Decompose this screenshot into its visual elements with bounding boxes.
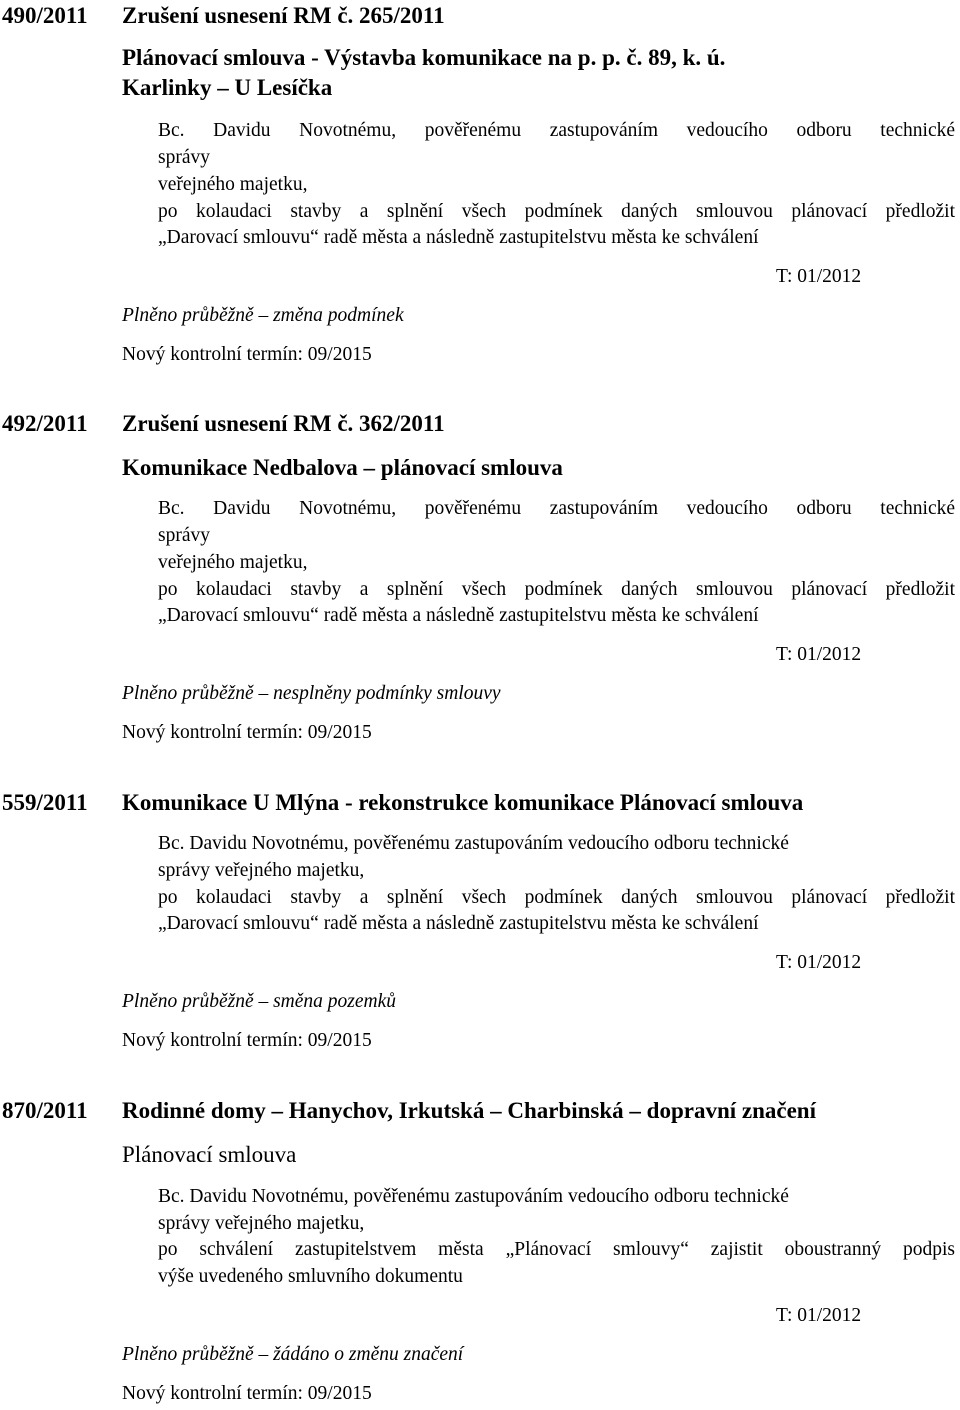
resolution-number: 870/2011: [2, 1098, 88, 1123]
resolution-title: Rodinné domy – Hanychov, Irkutská – Charbinská – dopravní značení: [122, 1098, 816, 1123]
body-text: veřejného majetku,: [158, 174, 308, 195]
body-text: po kolaudaci stavby a splnění všech podmínek daných smlouvou plánovací předložit: [158, 201, 955, 222]
resolution-title: Zrušení usnesení RM č. 362/2011: [122, 411, 445, 436]
new-deadline: Nový kontrolní termín: 09/2015: [122, 1030, 372, 1051]
resolution-title: Zrušení usnesení RM č. 265/2011: [122, 3, 445, 28]
deadline: T: 01/2012: [776, 266, 862, 287]
body-text: po kolaudaci stavby a splnění všech podmínek daných smlouvou plánovací předložit: [158, 887, 955, 908]
status-text: Plněno průběžně – směna pozemků: [122, 991, 397, 1012]
deadline: T: 01/2012: [776, 952, 862, 973]
status-text: Plněno průběžně – změna podmínek: [122, 305, 404, 326]
resolution-number: 492/2011: [2, 411, 88, 436]
resolution-number: 559/2011: [2, 790, 88, 815]
resolution-number: 490/2011: [2, 3, 88, 28]
body-text: po schválení zastupitelstvem města „Plánovací smlouvy“ zajistit oboustranný podpis: [158, 1239, 955, 1260]
deadline: T: 01/2012: [776, 1305, 862, 1326]
body-text: „Darovací smlouvu“ radě města a následně zastupitelstvu města ke schválení: [158, 605, 759, 626]
body-text: správy veřejného majetku,: [158, 1213, 365, 1234]
body-text: správy veřejného majetku,: [158, 860, 365, 881]
body-text: veřejného majetku,: [158, 552, 308, 573]
body-text: „Darovací smlouvu“ radě města a následně zastupitelstvu města ke schválení: [158, 913, 759, 934]
body-text: Bc. Davidu Novotnému, pověřenému zastupováním vedoucího odboru technické: [158, 833, 789, 854]
deadline: T: 01/2012: [776, 644, 862, 665]
new-deadline: Nový kontrolní termín: 09/2015: [122, 722, 372, 743]
resolution-subtitle: Plánovací smlouva - Výstavba komunikace na p. p. č. 89, k. ú.: [122, 45, 726, 70]
resolution-subtitle: Komunikace Nedbalova – plánovací smlouva: [122, 455, 563, 480]
body-text: správy: [158, 525, 210, 546]
body-text: Bc. Davidu Novotnému, pověřenému zastupováním vedoucího odboru technické: [158, 120, 955, 141]
body-text: správy: [158, 147, 210, 168]
new-deadline: Nový kontrolní termín: 09/2015: [122, 1383, 372, 1404]
body-text: „Darovací smlouvu“ radě města a následně zastupitelstvu města ke schválení: [158, 227, 759, 248]
resolution-title: Komunikace U Mlýna - rekonstrukce komunikace Plánovací smlouva: [122, 790, 804, 815]
status-text: Plněno průběžně – žádáno o změnu značení: [122, 1344, 464, 1365]
body-text: výše uvedeného smluvního dokumentu: [158, 1266, 463, 1287]
new-deadline: Nový kontrolní termín: 09/2015: [122, 344, 372, 365]
body-text: Bc. Davidu Novotnému, pověřenému zastupováním vedoucího odboru technické: [158, 1186, 789, 1207]
status-text: Plněno průběžně – nesplněny podmínky smlouvy: [122, 683, 501, 704]
body-text: po kolaudaci stavby a splnění všech podmínek daných smlouvou plánovací předložit: [158, 579, 955, 600]
resolution-subtitle: Plánovací smlouva: [122, 1142, 297, 1167]
resolution-subtitle: Karlinky – U Lesíčka: [122, 75, 333, 100]
body-text: Bc. Davidu Novotnému, pověřenému zastupováním vedoucího odboru technické: [158, 498, 955, 519]
